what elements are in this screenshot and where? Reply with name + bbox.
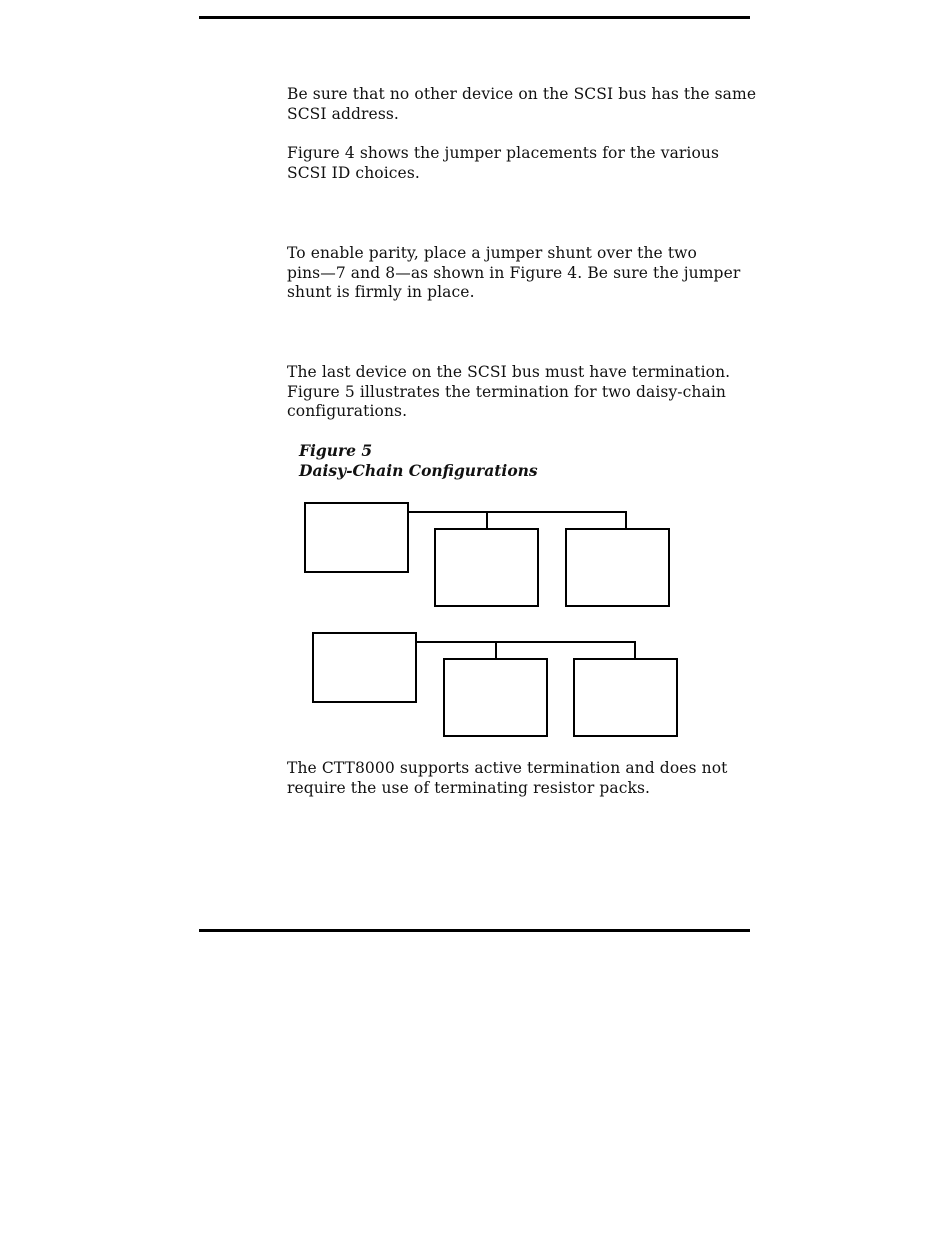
paragraph-termination: The last device on the SCSI bus must have termination. Figure 5 illustrates the termination for two daisy-chain configurations. (287, 363, 731, 420)
config-2-bus-line (416, 642, 635, 659)
config-2-device-box-2 (574, 659, 677, 736)
config-1-device-box-1 (435, 529, 538, 606)
config-2-device-box-1 (444, 659, 547, 736)
config-2-host-box (313, 633, 416, 702)
config-1-device-box-2 (566, 529, 669, 606)
configuration-2 (313, 633, 677, 736)
bottom-rule (199, 929, 750, 932)
paragraph-active-termination: The CTT8000 supports active termination and does not require the use of terminating resistor packs. (287, 759, 728, 797)
config-1-host-box (305, 503, 408, 572)
figure-title: Daisy-Chain Configurations (299, 461, 538, 480)
top-rule (199, 16, 750, 19)
figure-number: Figure 5 (299, 441, 373, 460)
config-1-bus-line (408, 512, 626, 529)
configuration-1 (305, 503, 669, 606)
paragraph-figure-4-reference: Figure 4 shows the jumper placements for the various SCSI ID choices. (287, 144, 720, 182)
paragraph-enable-parity: To enable parity, place a jumper shunt over the two pins—7 and 8—as shown in Figure 4. Be sure the jumper shunt is firmly in place. (287, 244, 741, 301)
paragraph-scsi-address: Be sure that no other device on the SCSI bus has the same SCSI address. (287, 85, 757, 123)
